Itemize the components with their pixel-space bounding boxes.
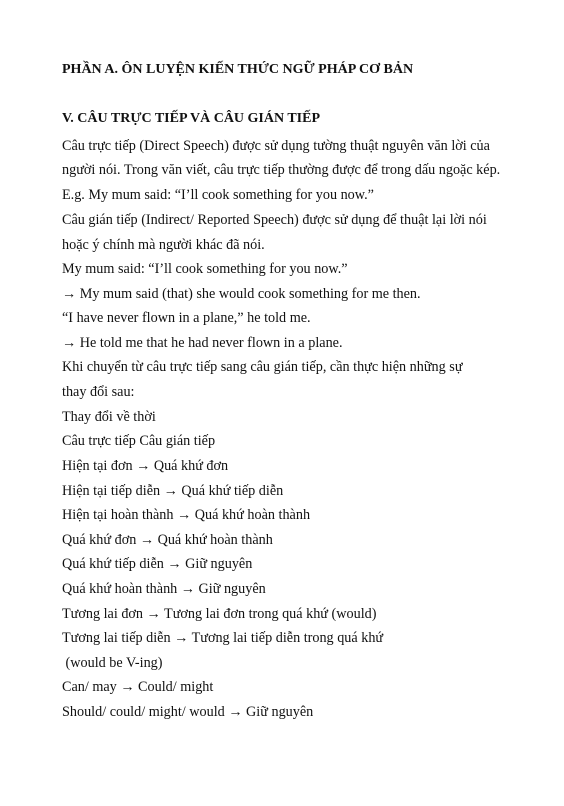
- text-line: → My mum said (that) she would cook something for me then.: [62, 286, 421, 302]
- text-line: Tương lai tiếp diễn → Tương lai tiếp diễn trong quá khứ: [62, 630, 384, 646]
- text-line: Thay đổi về thời: [62, 409, 156, 425]
- text-line: Hiện tại hoàn thành → Quá khứ hoàn thành: [62, 507, 311, 523]
- text-line: Hiện tại đơn → Quá khứ đơn: [62, 458, 229, 474]
- text-line: E.g. My mum said: “I’ll cook something for you now.”: [62, 187, 374, 203]
- text-line: Can/ may → Could/ might: [62, 679, 214, 695]
- text-line: thay đổi sau:: [62, 384, 135, 400]
- text-line: Câu trực tiếp Câu gián tiếp: [62, 433, 216, 449]
- text-line: Khi chuyển từ câu trực tiếp sang câu gián tiếp, cần thực hiện những sự: [62, 359, 463, 375]
- text-line: → He told me that he had never flown in a plane.: [62, 335, 343, 351]
- text-line: Quá khứ tiếp diễn → Giữ nguyên: [62, 556, 253, 572]
- section-title: V. CÂU TRỰC TIẾP VÀ CÂU GIÁN TIẾP: [62, 111, 321, 126]
- text-line: Câu gián tiếp (Indirect/ Reported Speech) được sử dụng để thuật lại lời nói: [62, 212, 487, 228]
- text-line: Tương lai đơn → Tương lai đơn trong quá khứ (would): [62, 606, 377, 622]
- part-title: PHẦN A. ÔN LUYỆN KIẾN THỨC NGỮ PHÁP CƠ BẢN: [62, 62, 414, 77]
- text-line: Hiện tại tiếp diễn → Quá khứ tiếp diễn: [62, 483, 284, 499]
- text-line: (would be V-ing): [62, 655, 163, 671]
- text-line: My mum said: “I’ll cook something for you now.”: [62, 261, 348, 277]
- text-line: “I have never flown in a plane,” he told me.: [62, 310, 311, 326]
- text-line: Should/ could/ might/ would → Giữ nguyên: [62, 704, 314, 720]
- text-line: Quá khứ hoàn thành → Giữ nguyên: [62, 581, 266, 597]
- text-line: Câu trực tiếp (Direct Speech) được sử dụng tường thuật nguyên văn lời của: [62, 138, 490, 154]
- text-line: hoặc ý chính mà người khác đã nói.: [62, 237, 265, 253]
- text-line: người nói. Trong văn viết, câu trực tiếp thường được để trong dấu ngoặc kép.: [62, 162, 501, 178]
- text-line: Quá khứ đơn → Quá khứ hoàn thành: [62, 532, 273, 548]
